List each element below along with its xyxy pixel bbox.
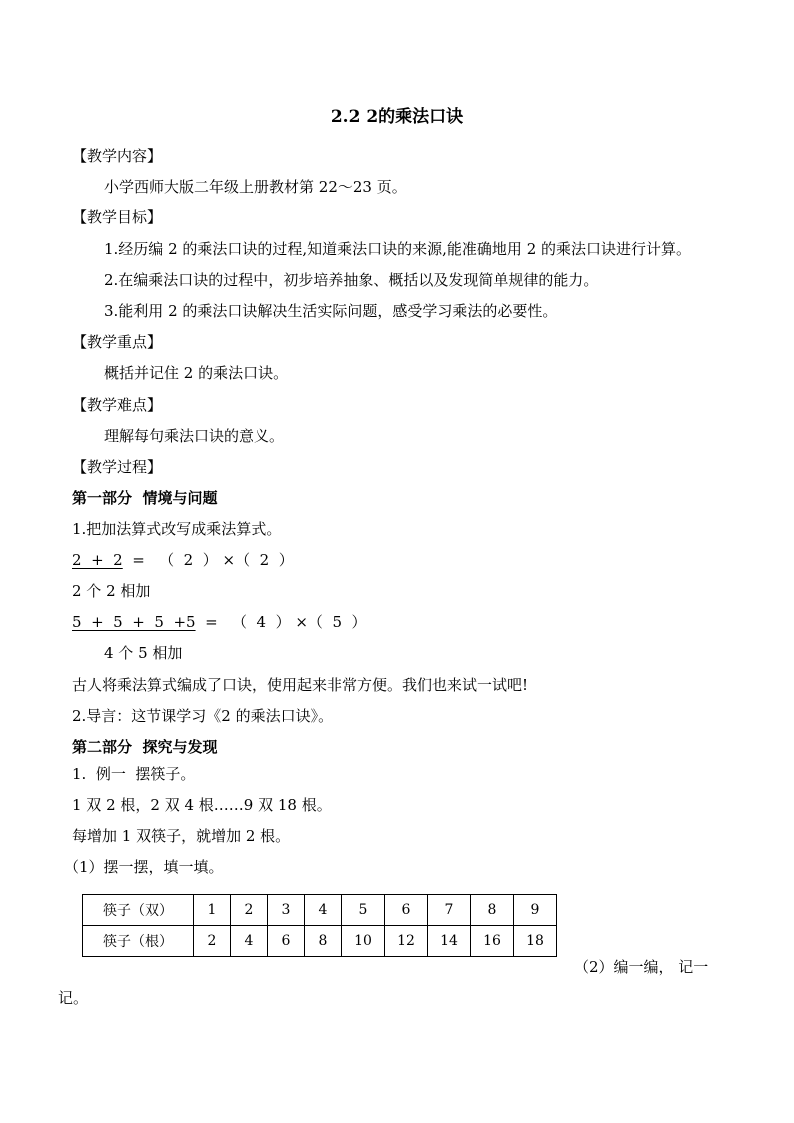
table-cell: 2: [194, 926, 231, 957]
table-cell: 6: [385, 895, 428, 926]
process-header: 【教学过程】: [72, 458, 163, 476]
table-cell: 3: [268, 895, 305, 926]
table-cell: 8: [305, 926, 342, 957]
table-cell: 4: [231, 926, 268, 957]
equation-2-note: 4 个 5 相加: [104, 644, 183, 662]
teaching-content-text: 小学西师大版二年级上册教材第 22～23 页。: [104, 178, 407, 196]
chopsticks-table: [82, 894, 557, 957]
table-cell: 16: [471, 926, 514, 957]
table-cell: 18: [514, 926, 557, 957]
part1-heading: 第一部分 情境与问题: [72, 489, 218, 507]
equation-2-right: = （ 4 ） ×（ 5 ）: [195, 613, 367, 631]
table-row: [83, 926, 557, 957]
key-point-text: 概括并记住 2 的乘法口诀。: [104, 364, 289, 382]
page-title: 2.2 2的乘法口诀: [330, 107, 464, 127]
table-cell: 5: [342, 895, 385, 926]
step-2-continued: 记。: [58, 989, 89, 1007]
ancient-text: 古人将乘法算式编成了口诀，使用起来非常方便。我们也来试一试吧!: [72, 676, 529, 694]
goal-2: 2.在编乘法口诀的过程中，初步培养抽象、概括以及发现简单规律的能力。: [104, 271, 599, 289]
table-cell: 6: [268, 926, 305, 957]
table-row-label-pairs: 筷子（双）: [83, 895, 194, 926]
step-2: （2）编一编， 记一: [574, 958, 709, 976]
pairs-text: 1 双 2 根，2 双 4 根……9 双 18 根。: [72, 796, 332, 814]
teaching-goals-header: 【教学目标】: [72, 208, 163, 226]
table-cell: 9: [514, 895, 557, 926]
table-cell: 10: [342, 926, 385, 957]
equation-2-left: 5 + 5 + 5 +5: [72, 613, 196, 631]
equation-1-left: 2 + 2: [72, 551, 123, 569]
key-point-header: 【教学重点】: [72, 333, 163, 351]
table-cell: 14: [428, 926, 471, 957]
equation-2: [72, 612, 367, 632]
example-1: 1. 例一 摆筷子。: [72, 765, 196, 783]
table-cell: 4: [305, 895, 342, 926]
part1-item1: 1.把加法算式改写成乘法算式。: [72, 520, 282, 538]
teaching-content-header: 【教学内容】: [72, 147, 163, 165]
table-cell: 2: [231, 895, 268, 926]
part1-item2: 2.导言：这节课学习《2 的乘法口诀》。: [72, 707, 334, 725]
table-row: [83, 895, 557, 926]
part2-heading: 第二部分 探究与发现: [72, 738, 218, 756]
table-row-label-sticks: 筷子（根）: [83, 926, 194, 957]
equation-1-right: = （ 2 ） ×（ 2 ）: [122, 551, 294, 569]
table-cell: 12: [385, 926, 428, 957]
table-cell: 7: [428, 895, 471, 926]
step-1: （1）摆一摆，填一填。: [64, 858, 224, 876]
equation-1-note: 2 个 2 相加: [72, 582, 151, 600]
table-cell: 1: [194, 895, 231, 926]
table-cell: 8: [471, 895, 514, 926]
goal-1: 1.经历编 2 的乘法口诀的过程,知道乘法口诀的来源,能准确地用 2 的乘法口诀进行计算。: [104, 240, 692, 258]
goal-3: 3.能利用 2 的乘法口诀解决生活实际问题，感受学习乘法的必要性。: [104, 302, 558, 320]
difficulty-text: 理解每句乘法口诀的意义。: [104, 427, 285, 445]
increase-text: 每增加 1 双筷子，就增加 2 根。: [72, 827, 291, 845]
equation-1: [72, 550, 294, 570]
difficulty-header: 【教学难点】: [72, 396, 163, 414]
